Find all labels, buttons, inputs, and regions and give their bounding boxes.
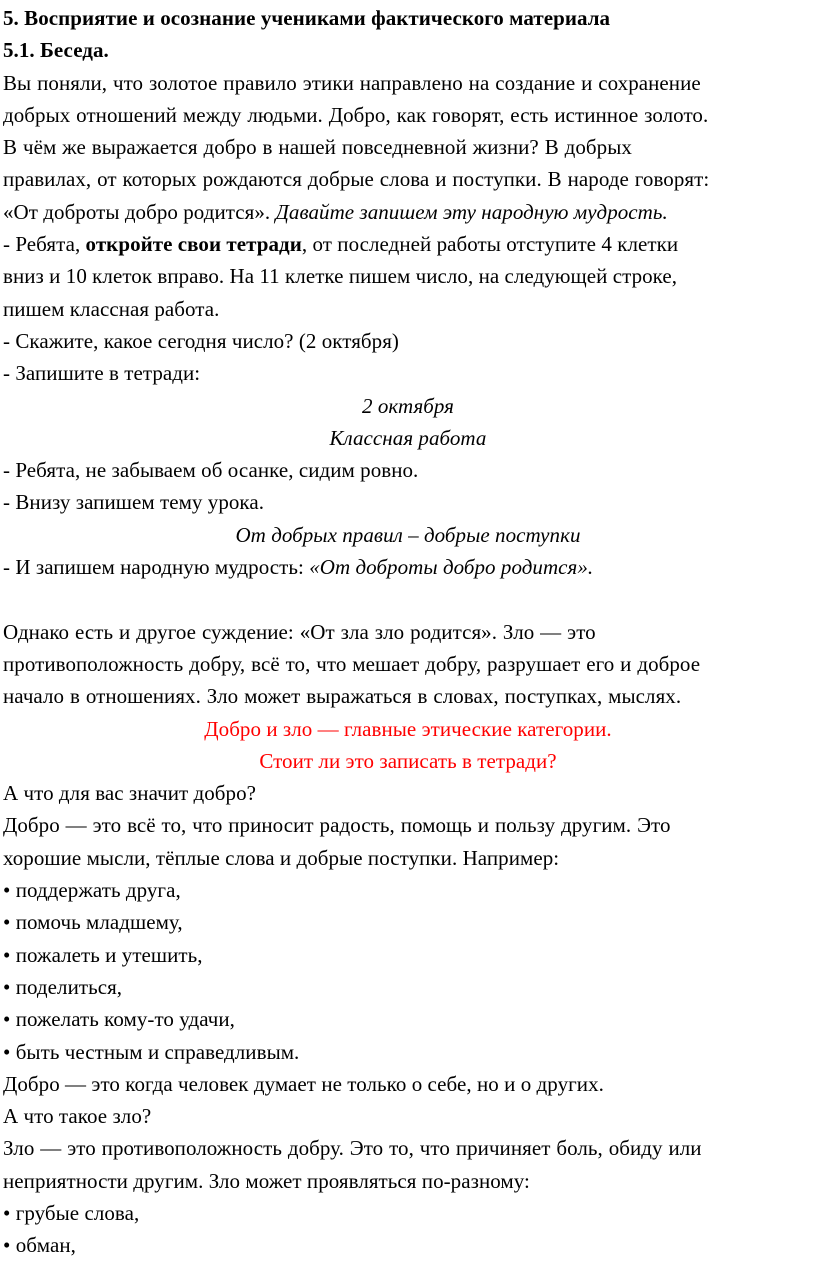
list-item: • быть честным и справедливым. [3,1039,300,1064]
paragraph-line: пишем классная работа. [3,296,220,321]
good-question: А что для вас значит добро? [3,781,257,806]
good-summary: Добро — это когда человек думает не только о себе, но и о других. [3,1071,604,1096]
list-item: • поддержать друга, [3,878,181,903]
paragraph-line-quote [3,196,813,228]
wisdom-end: . [587,555,594,580]
paragraph-line: Зло — это противоположность добру. Это то, что причиняет боль, обиду или [3,1136,702,1161]
list-item: • обман, [3,1233,76,1258]
document-page [3,2,813,1262]
paragraph-line: В чём же выражается добро в нашей повседневной жизни? В добрых [3,135,632,160]
write-instruction: - Запишите в тетради: [3,361,201,386]
posture-reminder: - Ребята, не забываем об осанке, сидим ровно. [3,458,419,483]
evil-question: А что такое зло? [3,1104,152,1129]
list-item: • пожелать кому-то удачи, [3,1007,235,1032]
paragraph-line: Вы поняли, что золотое правило этики направлено на создание и сохранение [3,70,701,95]
instruction-prefix: - Ребята, [3,232,86,257]
topic-intro: - Внизу запишем тему урока. [3,490,265,515]
section-heading: 5. Восприятие и осознание учениками фактического материала [3,6,611,30]
paragraph-line: вниз и 10 клеток вправо. На 11 клетке пишем число, на следующей строке, [3,264,678,289]
paragraph-line: добрых отношений между людьми. Добро, как говорят, есть истинное золото. [3,102,709,127]
paragraph-line: Однако есть и другое суждение: «От зла зло родится». Зло — это [3,619,596,644]
paragraph-line: неприятности другим. Зло может проявляться по-разному: [3,1168,530,1193]
wisdom-quote: «От доброты добро родится» [309,555,588,580]
paragraph-line: Добро — это всё то, что приносит радость, помощь и пользу другим. Это [3,813,671,838]
blank-line [3,583,813,615]
list-item: • грубые слова, [3,1200,140,1225]
open-notebooks-phrase: откройте свои тетради [85,232,302,257]
wisdom-line [3,551,813,583]
subsection-heading: 5.1. Беседа. [3,38,109,63]
wisdom-prefix: - И запишем народную мудрость: [3,555,310,580]
paragraph-line: начало в отношениях. Зло может выражаться в словах, поступках, мыслях. [3,684,682,709]
classwork-line: Классная работа [329,425,487,450]
paragraph-line: правилах, от которых рождаются добрые слова и поступки. В народе говорят: [3,167,710,192]
instruction-suffix: , от последней работы отступите 4 клетки [301,232,679,257]
proverb-quote: «От доброты добро родится». [3,199,271,224]
list-item: • поделиться, [3,974,123,999]
list-item: • пожалеть и утешить, [3,942,203,967]
highlight-line: Добро и зло — главные этические категории. [204,716,612,741]
proverb-instruction: Давайте запишем эту народную мудрость. [270,199,668,224]
date-line: 2 октября [362,393,454,418]
list-item: • помочь младшему, [3,910,183,935]
paragraph-line: противоположность добру, всё то, что мешает добру, разрушает его и доброе [3,651,701,676]
notebook-instruction [3,228,813,260]
highlight-line: Стоит ли это записать в тетради? [259,748,557,773]
date-question: - Скажите, какое сегодня число? (2 октября) [3,328,399,353]
lesson-topic: От добрых правил – добрые поступки [235,522,581,547]
paragraph-line: хорошие мысли, тёплые слова и добрые поступки. Например: [3,845,560,870]
